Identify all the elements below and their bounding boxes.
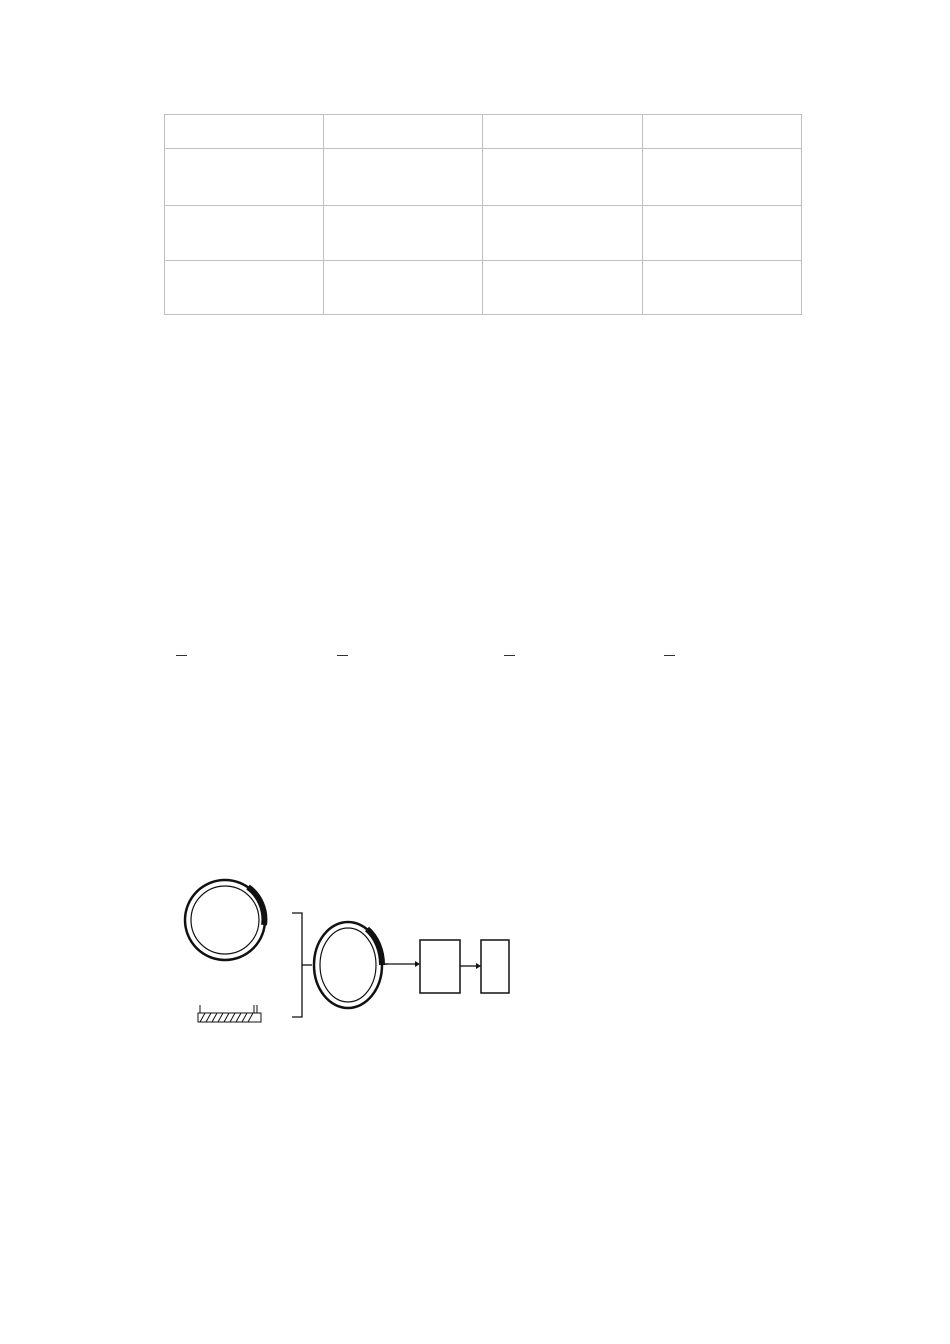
option-c — [494, 653, 515, 671]
fraction — [504, 653, 515, 660]
option-d — [654, 653, 675, 671]
vector-plasmid — [160, 865, 265, 960]
row-label — [165, 206, 324, 261]
row-label — [165, 149, 324, 206]
data-table — [164, 114, 802, 315]
box-zygote — [420, 940, 460, 993]
table-cell — [483, 149, 642, 206]
table-cell — [324, 261, 483, 315]
table-cell — [642, 149, 801, 206]
table-row — [165, 115, 802, 149]
table-cell — [642, 261, 801, 315]
fraction — [337, 653, 348, 660]
lactoferrin-gene — [198, 1005, 261, 1022]
table-cell — [642, 115, 801, 149]
table-cell — [483, 261, 642, 315]
box-embryo — [481, 940, 509, 993]
option-b — [327, 653, 348, 671]
table-cell — [324, 115, 483, 149]
table-row — [165, 149, 802, 206]
table-cell — [642, 206, 801, 261]
row-label — [165, 261, 324, 315]
table-row — [165, 206, 802, 261]
row-label — [165, 115, 324, 149]
table-row — [165, 261, 802, 315]
table-cell — [483, 115, 642, 149]
table-cell — [324, 149, 483, 206]
fraction — [664, 653, 675, 660]
option-a — [166, 653, 187, 671]
technology-route-diagram — [160, 865, 650, 1050]
fraction — [176, 653, 187, 660]
table-cell — [483, 206, 642, 261]
recombinant-vector — [314, 922, 382, 1008]
table-cell — [324, 206, 483, 261]
